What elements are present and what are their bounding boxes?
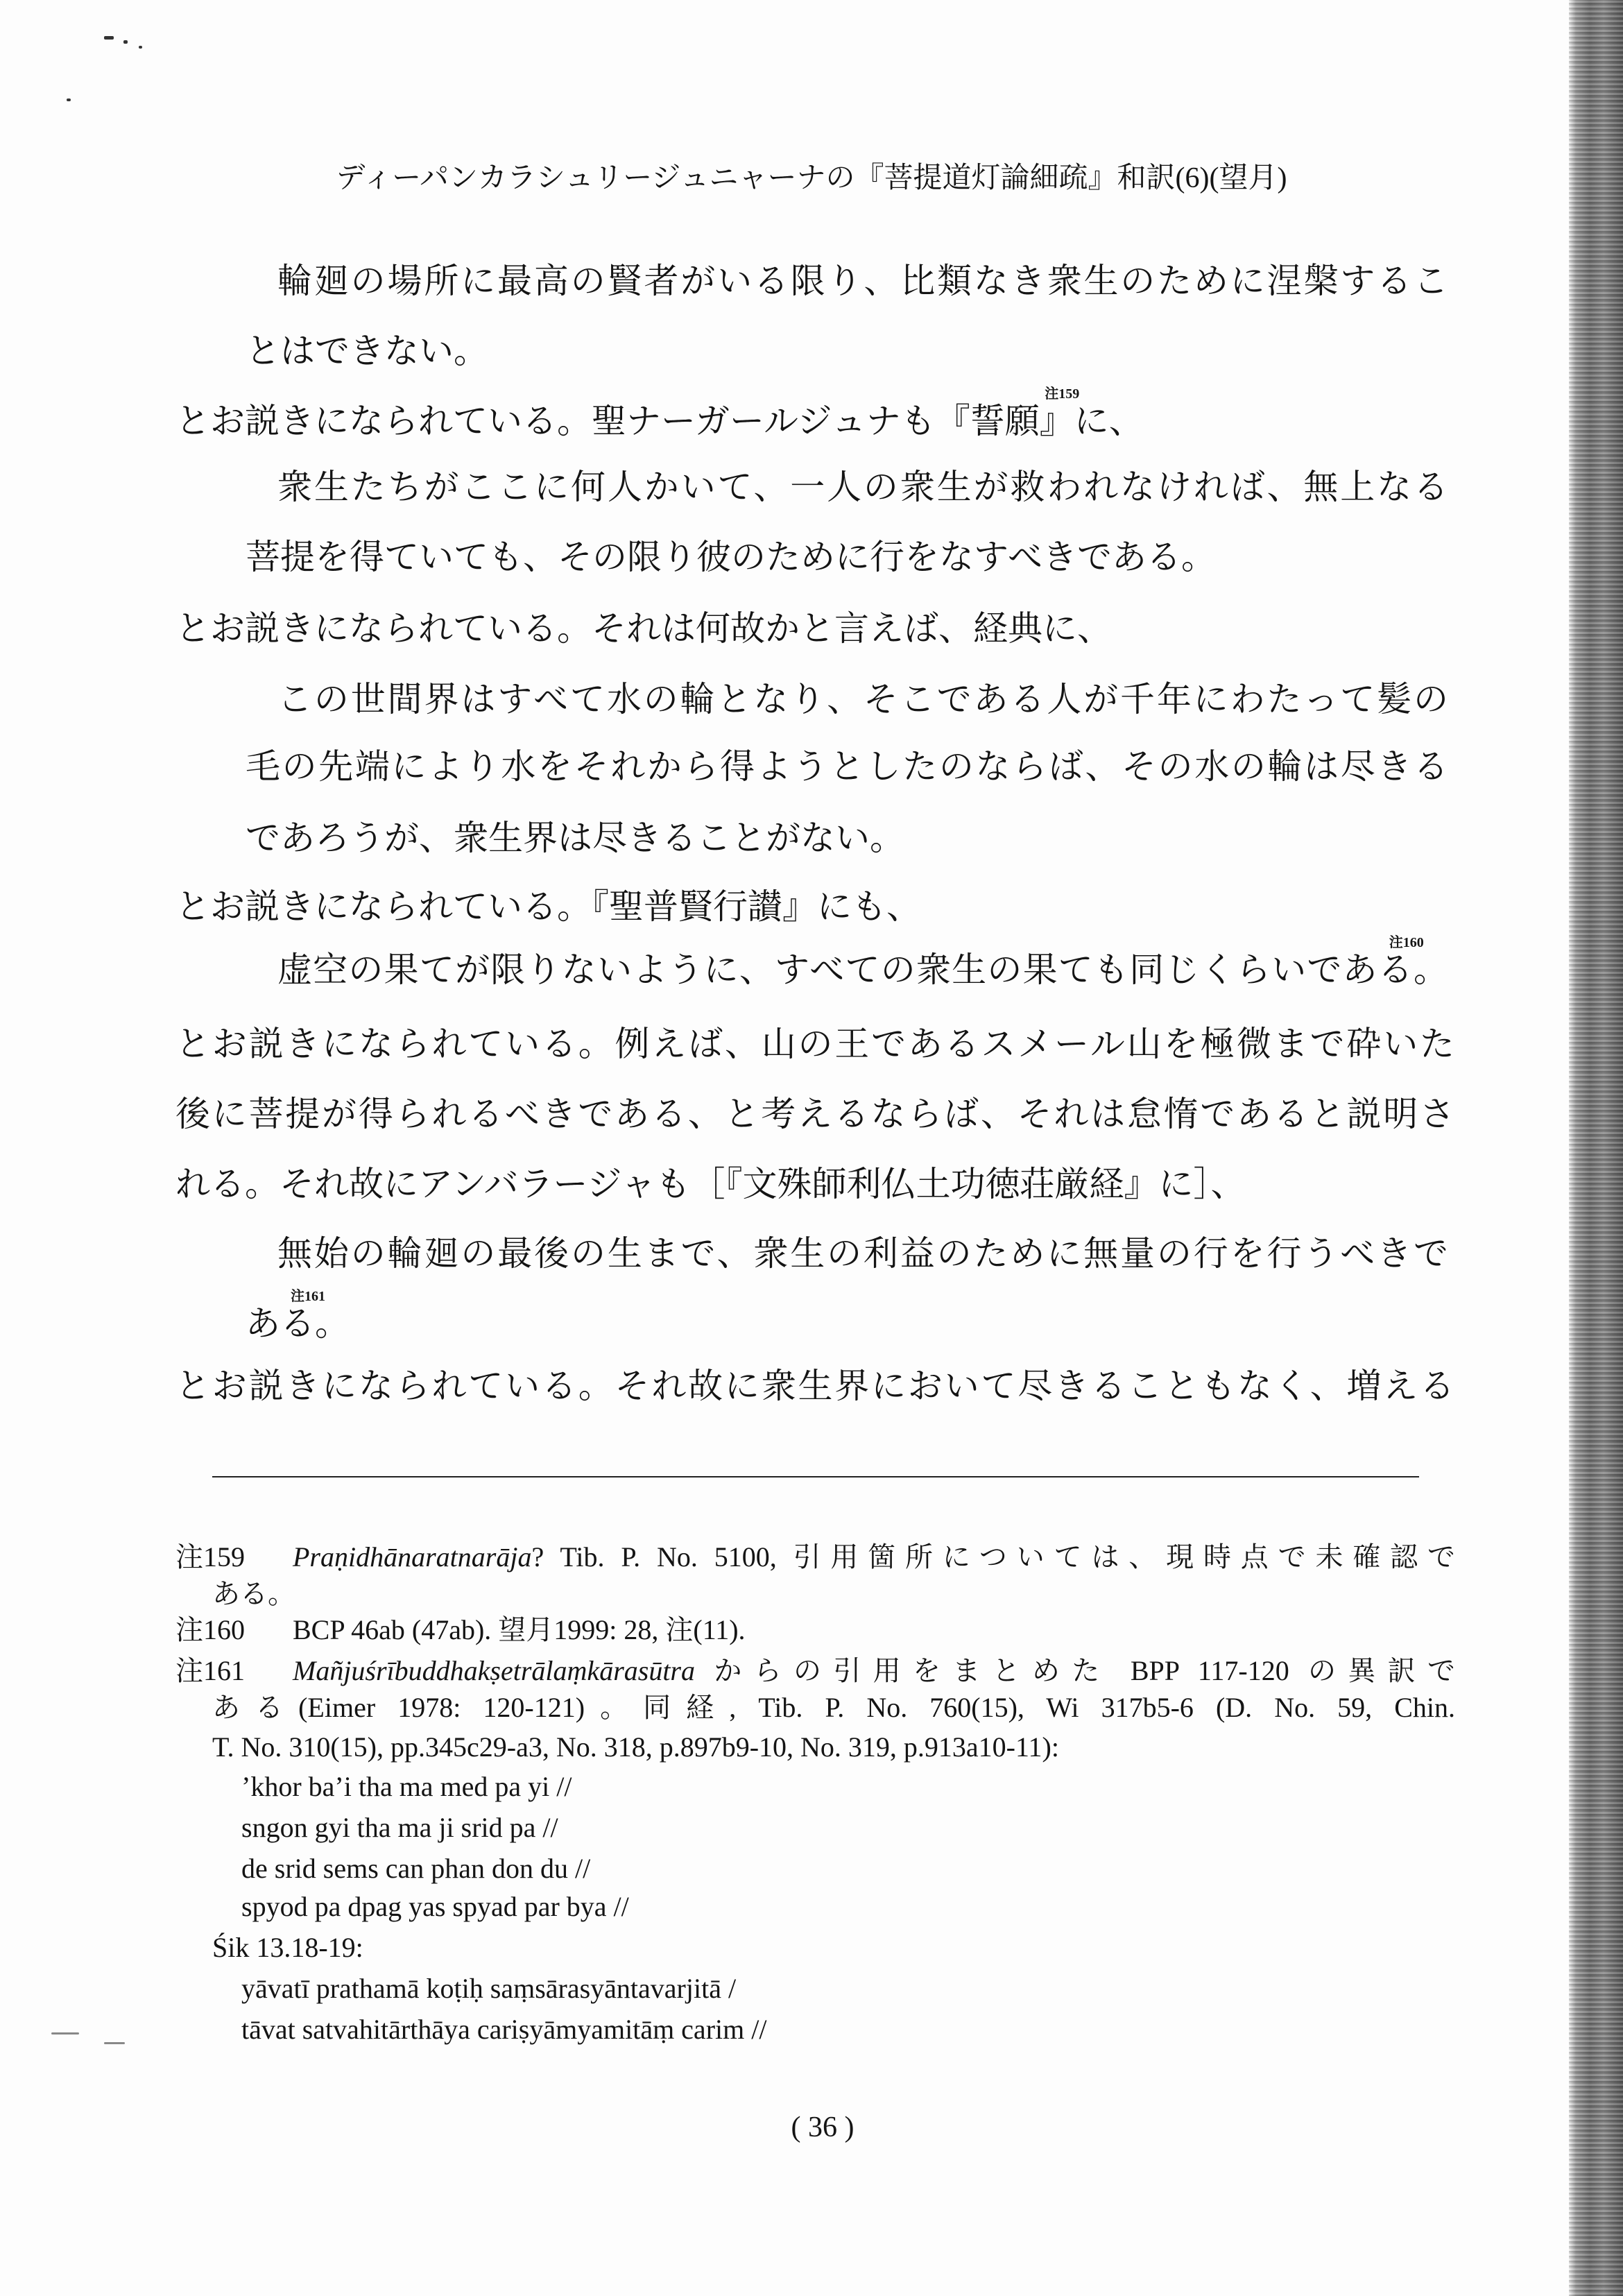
scan-speck <box>67 98 71 101</box>
body-line <box>246 1289 350 1344</box>
line-text: に、 <box>1074 402 1144 440</box>
scan-speck <box>139 46 142 49</box>
footnote-text-rest: ? Tib. P. No. 5100, 引用箇所については、現時点で未確認で <box>531 1541 1455 1573</box>
scan-speck <box>104 2042 125 2044</box>
body-line: であろうが、衆生界は尽きることがない。 <box>246 819 904 857</box>
body-line: とお説きになられている。それ故に衆生界において尽きることもなく、増える <box>175 1367 1454 1405</box>
running-head: ディーパンカラシュリージュニャーナの『菩提道灯論細疏』和訳(6)(望月) <box>336 162 1287 194</box>
body-line: 衆生たちがここに何人かいて、一人の衆生が救われなければ、無上なる <box>277 468 1448 506</box>
line-text: 。 <box>1414 950 1448 989</box>
body-line: 無始の輪廻の最後の生まで、衆生の利益のために無量の行を行うべきで <box>277 1234 1448 1273</box>
scan-speck <box>51 2032 79 2034</box>
footnote-label: 注160 <box>175 1614 245 1645</box>
body-line: この世間界はすべて水の輪となり、そこである人が千年にわたって髪の <box>277 680 1448 719</box>
anchor-text: 』 <box>1039 402 1074 440</box>
sanskrit-verse-line: yāvatī prathamā koṭiḥ saṃsārasyāntavarjitā / <box>241 1973 737 2004</box>
anchor-text: る <box>1377 950 1414 989</box>
body-line: とお説きになられている。『聖普賢行讃』にも、 <box>175 887 921 926</box>
body-line: とはできない。 <box>246 332 488 370</box>
body-line: とお説きになられている。例えば、山の王であるスメール山を極微まで砕いた <box>175 1025 1454 1063</box>
body-line: とお説きになられている。それは何故かと言えば、経典に、 <box>175 609 1112 648</box>
footnote-text-rest: からの引用をまとめた BPP 117-120 の異訳で <box>695 1655 1455 1686</box>
sanskrit-verse-line: tāvat satvahitārthāya cariṣyāmyamitāṃ carim // <box>241 2014 767 2045</box>
page-number: ( 36 ) <box>791 2111 855 2143</box>
line-text: とお説きになられている。聖ナーガールジュナも『誓願 <box>175 402 1040 440</box>
sanskrit-reference: Śik 13.18-19: <box>212 1932 363 1963</box>
work-title: Praṇidhānaratnarāja <box>293 1541 532 1573</box>
scan-speck <box>123 40 128 44</box>
note-marker: 注159 <box>1045 386 1080 402</box>
anchor-text: る <box>280 1304 315 1343</box>
footnote-text: ある。 <box>212 1578 295 1609</box>
footnote-rule <box>212 1476 1419 1477</box>
body-line: 菩提を得ていても、その限り彼のために行をなすべきである。 <box>246 538 1216 576</box>
body-line <box>277 935 1448 991</box>
tibetan-verse-line: sngon gyi tha ma ji srid pa // <box>241 1812 558 1843</box>
tibetan-verse-line: spyod pa dpag yas spyad par bya // <box>241 1891 629 1922</box>
scan-speck <box>104 36 114 40</box>
footnote-label: 注161 <box>175 1655 245 1686</box>
line-text: 虚空の果てが限りないように、すべての衆生の果ても同じくらいであ <box>277 950 1378 989</box>
note-marker: 注160 <box>1389 935 1424 950</box>
body-line <box>175 386 1144 442</box>
body-line: れる。それ故にアンバラージャも［『文殊師利仏土功徳荘厳経』に］、 <box>175 1165 1246 1203</box>
tibetan-verse-line: ’khor ba’i tha ma med pa yi // <box>241 1771 572 1802</box>
note-anchor <box>280 1289 325 1343</box>
line-text: 。 <box>315 1304 350 1343</box>
tibetan-verse-line: de srid sems can phan don du // <box>241 1853 591 1884</box>
scan-edge-shadow <box>1569 0 1623 2296</box>
footnote-text: BCP 46ab (47ab). 望月1999: 28, 注(11). <box>293 1614 746 1645</box>
note-anchor <box>1039 386 1080 440</box>
footnote-label: 注159 <box>175 1541 245 1573</box>
body-line: 輪廻の場所に最高の賢者がいる限り、比類なき衆生のために涅槃するこ <box>277 262 1448 300</box>
footnote-text: ある(Eimer 1978: 120-121)。同経, Tib. P. No. 760(15), Wi 317b5-6 (D. No. 59, Chin. <box>212 1692 1455 1723</box>
note-marker: 注161 <box>291 1289 325 1304</box>
body-line: 毛の先端により水をそれから得ようとしたのならば、その水の輪は尽きる <box>246 747 1448 786</box>
line-text: あ <box>246 1304 280 1343</box>
body-line: 後に菩提が得られるべきである、と考えるならば、それは怠惰であると説明さ <box>175 1095 1454 1133</box>
footnote-text <box>293 1541 1455 1574</box>
footnote-text <box>293 1654 1455 1688</box>
work-title: Mañjuśrībuddhakṣetrālaṃkārasūtra <box>293 1655 695 1686</box>
footnote-text: T. No. 310(15), pp.345c29-a3, No. 318, p.897b9-10, No. 319, p.913a10-11): <box>212 1731 1059 1763</box>
note-anchor <box>1377 935 1424 989</box>
